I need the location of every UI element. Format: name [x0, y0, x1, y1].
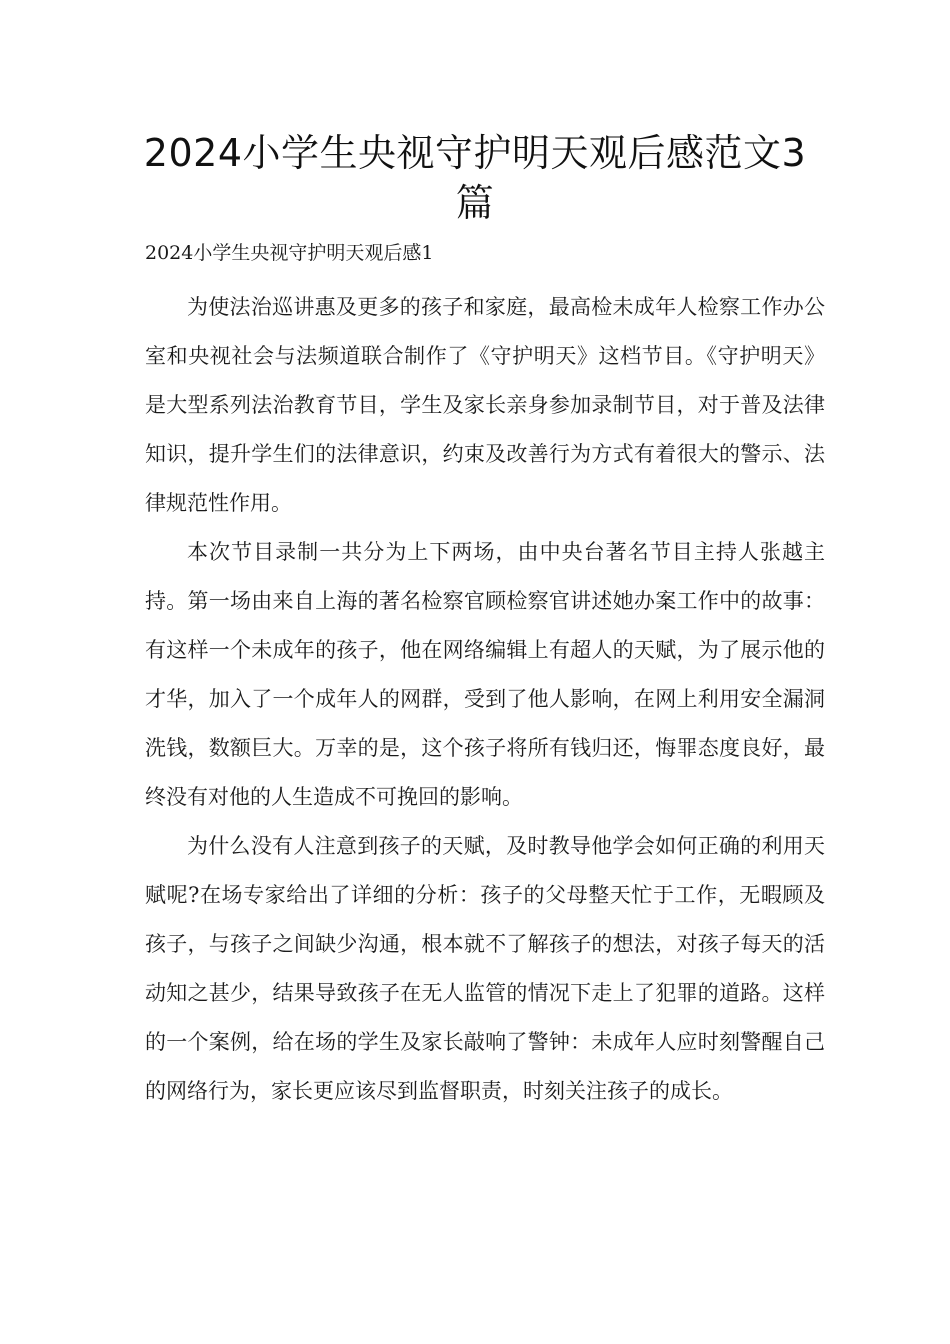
paragraph-2: 本次节目录制一共分为上下两场，由中央台著名节目主持人张越主持。第一场由来自上海的著名检察官顾检察官讲述她办案工作中的故事：有这样一个未成年的孩子，他在网络编辑上有超人的天赋，为了展示他的才华，加入了一个成年人的网群，受到了他人影响，在网上利用安全漏洞洗钱，数额巨大。万幸的是，这个孩子将所有钱归还，悔罪态度良好，最终没有对他的人生造成不可挽回的影响。 [145, 540, 825, 809]
paragraph-3: 为什么没有人注意到孩子的天赋，及时教导他学会如何正确的利用天赋呢?在场专家给出了详细的分析：孩子的父母整天忙于工作，无暇顾及孩子，与孩子之间缺少沟通，根本就不了解孩子的想法，对孩子每天的活动知之甚少，结果导致孩子在无人监管的情况下走上了犯罪的道路。这样的一个案例，给在场的学生及家长敲响了警钟：未成年人应时刻警醒自己的网络行为，家长更应该尽到监督职责，时刻关注孩子的成长。 [145, 834, 825, 1103]
document-body [145, 283, 825, 1116]
paragraph-1: 为使法治巡讲惠及更多的孩子和家庭，最高检未成年人检察工作办公室和央视社会与法频道联合制作了《守护明天》这档节目。《守护明天》是大型系列法治教育节目，学生及家长亲身参加录制节目，对于普及法律知识，提升学生们的法律意识，约束及改善行为方式有着很大的警示、法律规范性作用。 [145, 295, 825, 515]
section-subtitle: 2024小学生央视守护明天观后感1 [145, 242, 434, 264]
document-title: 2024小学生央视守护明天观后感范文3篇 [143, 131, 807, 225]
